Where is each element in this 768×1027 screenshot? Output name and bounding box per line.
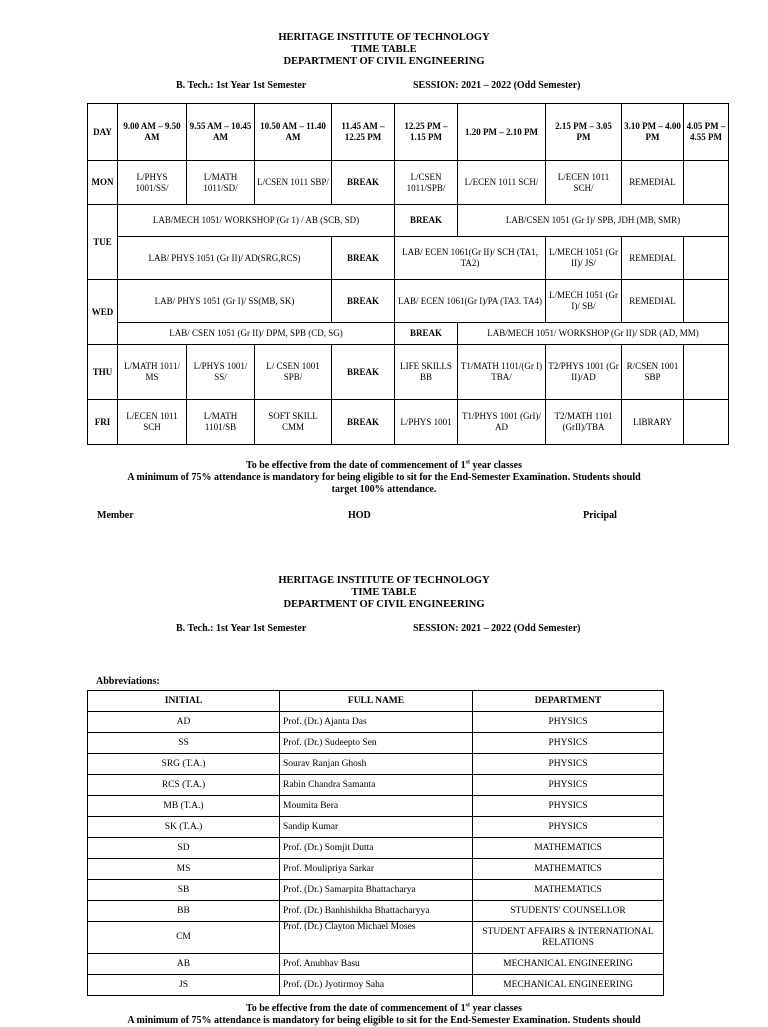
abbr-department: PHYSICS [473, 775, 664, 796]
abbr-initial: SB [88, 880, 280, 901]
attendance-note-2: A minimum of 75% attendance is mandatory for being eligible to sit for the End-Semester Examination. Students should [127, 1015, 641, 1026]
abbr-full-name: Sandip Kumar [280, 817, 473, 838]
abbr-department: MATHEMATICS [473, 838, 664, 859]
wed-lab-phys: LAB/ PHYS 1051 (Gr I)/ SS(MB, SK) [118, 280, 332, 323]
mon-slot-5: L/CSEN 1011/SPB/ [395, 161, 458, 205]
abbr-row [88, 754, 664, 775]
abbr-row [88, 775, 664, 796]
abbr-header-fullname: FULL NAME [280, 691, 473, 712]
doc-title: TIME TABLE [351, 44, 417, 55]
thu-slot-9 [684, 345, 729, 400]
effective-note-2: To be effective from the date of commencement of 1st year classes [245, 1002, 523, 1014]
abbr-full-name: Prof. (Dr.) Samarpita Bhattacharya [280, 880, 473, 901]
tue-lab-phys: LAB/ PHYS 1051 (Gr II)/ AD(SRG,RCS) [118, 237, 332, 280]
abbr-row [88, 880, 664, 901]
tue-slot-9 [684, 237, 729, 280]
abbr-initial: AB [88, 954, 280, 975]
abbreviations-label: Abbreviations: [96, 676, 160, 687]
row-mon [88, 161, 729, 205]
mon-slot-9 [684, 161, 729, 205]
header-slot-9: 4.05 PM – 4.55 PM [684, 104, 729, 161]
effective-note: To be effective from the date of commencement of 1st year classes [245, 459, 523, 471]
abbr-row [88, 975, 664, 996]
abbr-full-name: Prof. (Dr.) Sudeepto Sen [280, 733, 473, 754]
tue-break-2: BREAK [332, 237, 395, 280]
mon-slot-6: L/ECEN 1011 SCH/ [458, 161, 546, 205]
abbr-initial: MS [88, 859, 280, 880]
abbreviations-table [87, 690, 664, 996]
abbr-initial: SRG (T.A.) [88, 754, 280, 775]
mon-slot-1: L/PHYS 1001/SS/ [118, 161, 187, 205]
day-mon: MON [88, 161, 118, 205]
thu-slot-3: L/ CSEN 1001 SPB/ [255, 345, 332, 400]
fri-slot-1: L/ECEN 1011 SCH [118, 400, 187, 445]
signature-principal: Pricipal [583, 510, 617, 521]
abbr-row [88, 901, 664, 922]
fri-slot-7: T2/MATH 1101 (GrII)/TBA [546, 400, 622, 445]
abbr-department: PHYSICS [473, 733, 664, 754]
row-tue-2 [88, 237, 729, 280]
tue-lab-csen: LAB/CSEN 1051 (Gr I)/ SPB, JDH (MB, SMR) [458, 205, 729, 237]
tue-break-1: BREAK [395, 205, 458, 237]
mon-slot-2: L/MATH 1011/SD/ [187, 161, 255, 205]
row-tue-1 [88, 205, 729, 237]
fri-slot-6: T1/PHYS 1001 (GrI)/ AD [458, 400, 546, 445]
timetable-header-row [88, 104, 729, 161]
abbr-full-name: Moumita Bera [280, 796, 473, 817]
attendance-note-line2: target 100% attendance. [331, 484, 437, 495]
abbr-row [88, 796, 664, 817]
wed-break-2: BREAK [395, 323, 458, 345]
mon-break: BREAK [332, 161, 395, 205]
course-label-2: B. Tech.: 1st Year 1st Semester [176, 623, 307, 634]
thu-slot-8: R/CSEN 1001 SBP [622, 345, 684, 400]
abbr-full-name: Prof. (Dr.) Somjit Dutta [280, 838, 473, 859]
wed-slot-9 [684, 280, 729, 323]
signature-hod: HOD [348, 510, 371, 521]
row-thu [88, 345, 729, 400]
header-slot-1: 9.00 AM – 9.50 AM [118, 104, 187, 161]
mon-slot-3: L/CSEN 1011 SBP/ [255, 161, 332, 205]
header-slot-6: 1.20 PM – 2.10 PM [458, 104, 546, 161]
fri-slot-2: L/MATH 1101/SB [187, 400, 255, 445]
wed-break-1: BREAK [332, 280, 395, 323]
abbr-full-name: Rabin Chandra Samanta [280, 775, 473, 796]
fri-slot-3: SOFT SKILL CMM [255, 400, 332, 445]
abbr-department: STUDENT AFFAIRS & INTERNATIONAL RELATIONS [473, 922, 664, 954]
fri-slot-5: L/PHYS 1001 [395, 400, 458, 445]
abbr-department: PHYSICS [473, 796, 664, 817]
doc-title-2: TIME TABLE [351, 587, 417, 598]
abbr-full-name: Prof. (Dr.) Clayton Michael Moses [280, 922, 473, 954]
department-title-2: DEPARTMENT OF CIVIL ENGINEERING [283, 599, 485, 610]
abbr-initial: BB [88, 901, 280, 922]
institute-name-2: HERITAGE INSTITUTE OF TECHNOLOGY [278, 575, 490, 586]
abbr-initial: SD [88, 838, 280, 859]
tue-lab-ecen: LAB/ ECEN 1061(Gr II)/ SCH (TA1, TA2) [395, 237, 546, 280]
thu-break: BREAK [332, 345, 395, 400]
abbr-department: PHYSICS [473, 712, 664, 733]
abbr-row [88, 712, 664, 733]
thu-slot-6: T1/MATH 1101/(Gr I) TBA/ [458, 345, 546, 400]
header-day: DAY [88, 104, 118, 161]
row-wed-2 [88, 323, 729, 345]
abbr-initial: RCS (T.A.) [88, 775, 280, 796]
session-label-2: SESSION: 2021 – 2022 (Odd Semester) [413, 623, 581, 634]
abbr-department: STUDENTS' COUNSELLOR [473, 901, 664, 922]
abbr-initial: SS [88, 733, 280, 754]
abbr-department: MATHEMATICS [473, 880, 664, 901]
header-slot-4: 11.45 AM – 12.25 PM [332, 104, 395, 161]
row-fri [88, 400, 729, 445]
abbr-row [88, 733, 664, 754]
abbr-department: MECHANICAL ENGINEERING [473, 975, 664, 996]
abbr-row [88, 922, 664, 954]
abbr-full-name: Prof. Moulipriya Sarkar [280, 859, 473, 880]
abbr-department: MECHANICAL ENGINEERING [473, 954, 664, 975]
signature-member: Member [97, 510, 134, 521]
abbr-initial: CM [88, 922, 280, 954]
abbr-row [88, 954, 664, 975]
abbr-row [88, 859, 664, 880]
thu-slot-5: LIFE SKILLS BB [395, 345, 458, 400]
institute-name: HERITAGE INSTITUTE OF TECHNOLOGY [278, 32, 490, 43]
abbr-full-name: Prof. Anubhav Basu [280, 954, 473, 975]
abbr-header-row [88, 691, 664, 712]
abbr-initial: SK (T.A.) [88, 817, 280, 838]
row-wed-1 [88, 280, 729, 323]
header-slot-7: 2.15 PM – 3.05 PM [546, 104, 622, 161]
abbr-department: PHYSICS [473, 817, 664, 838]
timetable [87, 103, 729, 445]
header-slot-5: 12.25 PM – 1.15 PM [395, 104, 458, 161]
abbr-header-department: DEPARTMENT [473, 691, 664, 712]
mon-slot-7: L/ECEN 1011 SCH/ [546, 161, 622, 205]
fri-slot-9 [684, 400, 729, 445]
abbr-initial: MB (T.A.) [88, 796, 280, 817]
thu-slot-7: T2/PHYS 1001 (Gr II)/AD [546, 345, 622, 400]
tue-lab-mech: LAB/MECH 1051/ WORKSHOP (Gr 1) / AB (SCB, SD) [118, 205, 395, 237]
wed-lab-ecen: LAB/ ECEN 1061(Gr I)/PA (TA3. TA4) [395, 280, 546, 323]
abbr-row [88, 838, 664, 859]
abbr-row [88, 817, 664, 838]
day-fri: FRI [88, 400, 118, 445]
wed-lab-mech: LAB/MECH 1051/ WORKSHOP (Gr II)/ SDR (AD, MM) [458, 323, 729, 345]
department-title: DEPARTMENT OF CIVIL ENGINEERING [283, 56, 485, 67]
mon-slot-8: REMEDIAL [622, 161, 684, 205]
header-slot-8: 3.10 PM – 4.00 PM [622, 104, 684, 161]
abbr-header-initial: INITIAL [88, 691, 280, 712]
fri-break: BREAK [332, 400, 395, 445]
fri-slot-8: LIBRARY [622, 400, 684, 445]
day-thu: THU [88, 345, 118, 400]
abbr-department: PHYSICS [473, 754, 664, 775]
thu-slot-1: L/MATH 1011/ MS [118, 345, 187, 400]
abbr-full-name: Prof. (Dr.) Ajanta Das [280, 712, 473, 733]
wed-remedial: REMEDIAL [622, 280, 684, 323]
abbr-initial: JS [88, 975, 280, 996]
header-slot-2: 9.55 AM – 10.45 AM [187, 104, 255, 161]
abbr-full-name: Prof. (Dr.) Banhishikha Bhattacharyya [280, 901, 473, 922]
abbr-initial: AD [88, 712, 280, 733]
wed-lab-csen: LAB/ CSEN 1051 (Gr II)/ DPM, SPB (CD, SG) [118, 323, 395, 345]
abbr-department: MATHEMATICS [473, 859, 664, 880]
day-wed: WED [88, 280, 118, 345]
tue-remedial: REMEDIAL [622, 237, 684, 280]
wed-mech-lecture: L/MECH 1051 (Gr I)/ SB/ [546, 280, 622, 323]
tue-mech-lecture: L/MECH 1051 (Gr II)/ JS/ [546, 237, 622, 280]
course-label: B. Tech.: 1st Year 1st Semester [176, 80, 307, 91]
abbr-full-name: Prof. (Dr.) Jyotirmoy Saha [280, 975, 473, 996]
header-slot-3: 10.50 AM – 11.40 AM [255, 104, 332, 161]
thu-slot-2: L/PHYS 1001/ SS/ [187, 345, 255, 400]
attendance-note-line1: A minimum of 75% attendance is mandatory for being eligible to sit for the End-Semester Examination. Students should [127, 472, 641, 483]
day-tue: TUE [88, 205, 118, 280]
session-label: SESSION: 2021 – 2022 (Odd Semester) [413, 80, 581, 91]
abbr-full-name: Sourav Ranjan Ghosh [280, 754, 473, 775]
